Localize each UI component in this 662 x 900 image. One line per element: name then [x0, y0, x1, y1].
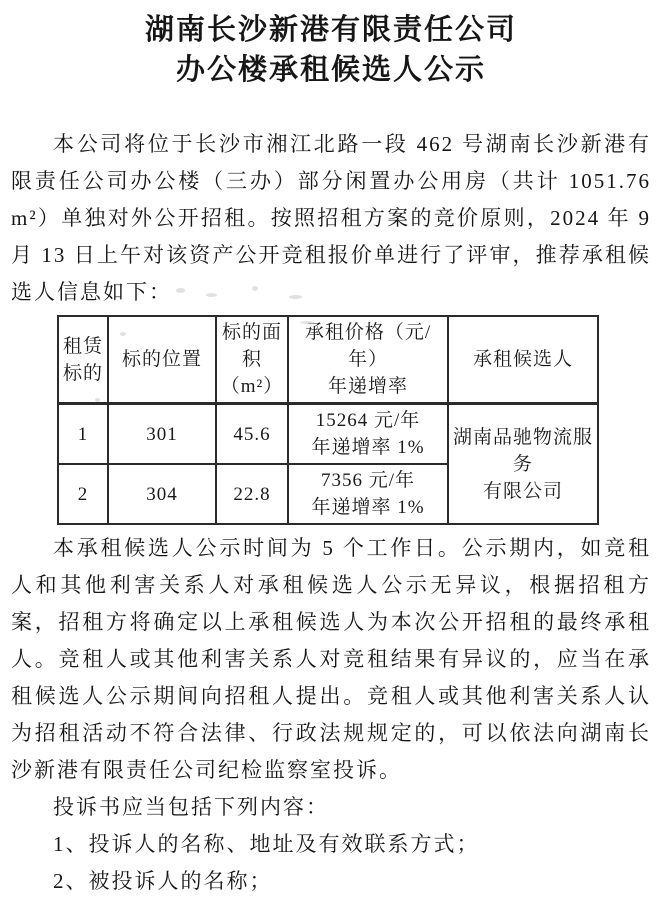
header-price-line2: 年递增率 — [327, 376, 408, 397]
cell-candidate — [448, 404, 598, 525]
table-row — [58, 404, 598, 465]
cell-price — [288, 404, 448, 465]
cell-location: 301 — [108, 404, 216, 465]
complaint-item-2: 2、被投诉人的名称； — [53, 869, 273, 893]
rent-candidates-table — [57, 315, 599, 525]
cell-lease-id: 2 — [58, 464, 108, 524]
cell-price-amount: 15264 元/年 — [315, 410, 421, 431]
page-title — [11, 10, 651, 90]
table-header-area — [216, 316, 288, 404]
cell-lease-id: 1 — [58, 404, 108, 465]
header-price-line1: 承租价格（元/年） — [304, 322, 432, 370]
header-area-line2: （m²） — [220, 376, 284, 397]
header-area-line1: 标的面积 — [221, 322, 282, 370]
table-header-price — [288, 316, 448, 404]
table-header-lease-id — [58, 316, 108, 404]
table-header-location: 标的位置 — [108, 316, 216, 404]
header-lease-id-line2: 标的 — [62, 362, 103, 384]
cell-price-increase: 年递增率 1% — [311, 497, 425, 518]
notice-paragraph: 本承租候选人公示时间为 5 个工作日。公示期内，如竞租人和其他利害关系人对承租候选人公示无异议，根据招租方案，招租方将确定以上承租候选人为本次公开招租的最终承租人。竞租人或其他利害关系人对竞租结果有异议的，应当在承租候选人公示期间向招租人提出。竞租人或其他利害关系人认为招租活动不符合法律、行政法规规定的，可以依法向湖南长沙新港有限责任公司纪检监察室投诉。 — [11, 536, 651, 782]
cell-candidate-line1: 湖南品驰物流服务 — [452, 426, 593, 475]
header-lease-id-line1: 租赁 — [62, 335, 103, 357]
intro-paragraph: 本公司将位于长沙市湘江北路一段 462 号湖南长沙新港有限责任公司办公楼（三办）部分闲置办公用房（共计 1051.76 m²）单独对外公开招租。按照招租方案的竞价原则，2024 年 9 月 13 日上午对该资产公开竞租报价单进行了评审，推荐承租候选人信息如下： — [11, 132, 651, 304]
cell-area: 45.6 — [216, 404, 288, 465]
page-title-line1: 湖南长沙新港有限责任公司 — [144, 14, 517, 46]
complaint-intro: 投诉书应当包括下列内容： — [53, 795, 329, 819]
complaint-item-1: 1、投诉人的名称、地址及有效联系方式； — [53, 832, 480, 856]
table-header-candidate: 承租候选人 — [448, 316, 598, 404]
cell-area: 22.8 — [216, 464, 288, 524]
cell-location: 304 — [108, 464, 216, 524]
cell-candidate-line2: 有限公司 — [482, 480, 563, 502]
cell-price-amount: 7356 元/年 — [320, 470, 416, 491]
table-header-row — [58, 316, 598, 404]
cell-price — [288, 464, 448, 524]
cell-price-increase: 年递增率 1% — [311, 437, 425, 458]
page-title-line2: 办公楼承租候选人公示 — [175, 54, 486, 86]
